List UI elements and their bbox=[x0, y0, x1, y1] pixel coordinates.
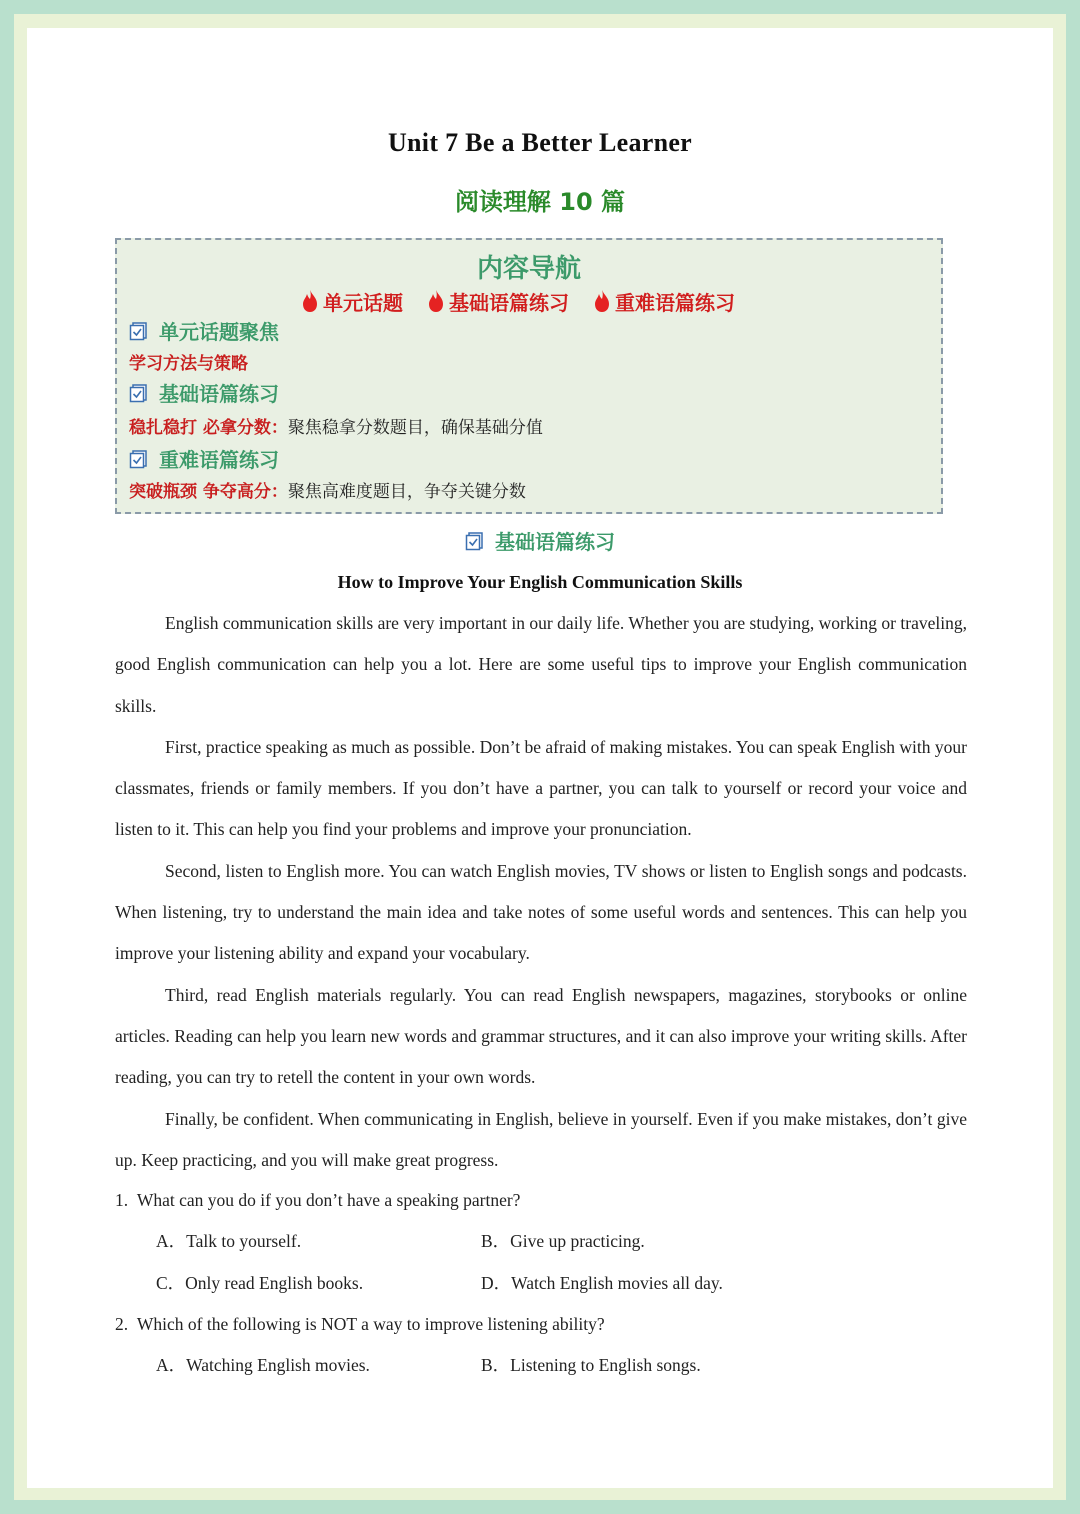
document-check-icon bbox=[129, 321, 149, 341]
passage-body bbox=[115, 603, 967, 1181]
passage-paragraph: Finally, be confident. When communicating in English, believe in yourself. Even if you make mistakes, don’t give up. Keep practicing, and you will make great progress. bbox=[115, 1108, 967, 1170]
nav-link-label: 重难语篇练习 bbox=[615, 290, 735, 315]
nav-link-unit-topic[interactable] bbox=[301, 287, 403, 316]
question-stem bbox=[115, 1180, 967, 1221]
nav-section-label: 突破瓶颈 争夺高分： bbox=[129, 482, 288, 502]
nav-title: 内容导航 bbox=[476, 254, 581, 284]
answer-option[interactable]: C．Only read English books. bbox=[156, 1272, 364, 1293]
nav-section-label-row bbox=[129, 413, 543, 438]
nav-link-label: 基础语篇练习 bbox=[449, 290, 569, 315]
page-subtitle: 阅读理解 10 篇 bbox=[454, 188, 626, 216]
page-title: Unit 7 Be a Better Learner bbox=[387, 128, 693, 157]
nav-link-advanced-practice[interactable] bbox=[593, 287, 735, 316]
document-check-icon bbox=[465, 531, 485, 551]
question-text: Which of the following is NOT a way to improve listening ability? bbox=[136, 1313, 605, 1334]
question-number: 1. bbox=[115, 1190, 129, 1210]
section-heading-basic-practice bbox=[27, 526, 1053, 555]
flame-icon bbox=[593, 289, 611, 313]
passage-paragraph: Third, read English materials regularly. You can read English newspapers, magazines, storybooks or online articles. Reading can help you learn new words and grammar structures, and it can also improve your writing skills. After reading, you can try to retell the content in your own words. bbox=[115, 984, 967, 1088]
document-check-icon bbox=[129, 383, 149, 403]
options-row bbox=[115, 1221, 967, 1262]
nav-link-basic-practice[interactable] bbox=[427, 287, 569, 316]
nav-section-label: 学习方法与策略 bbox=[129, 354, 248, 374]
passage-title: How to Improve Your English Communication Skills bbox=[337, 572, 743, 592]
worksheet-page bbox=[27, 28, 1053, 1488]
passage-paragraph: First, practice speaking as much as possible. Don’t be afraid of making mistakes. You can speak English with your classmates, friends or family members. If you don’t have a partner, you can talk to yourself or record your voice and listen to it. This can help you find your problems and improve your pronunciation. bbox=[115, 736, 967, 840]
answer-option[interactable]: A．Talk to yourself. bbox=[156, 1231, 302, 1252]
nav-section-label-row bbox=[129, 477, 526, 502]
nav-section-heading: 重难语篇练习 bbox=[159, 448, 279, 472]
section-heading-label: 基础语篇练习 bbox=[495, 530, 615, 554]
content-navigation-box bbox=[115, 238, 943, 514]
passage-paragraph: Second, listen to English more. You can watch English movies, TV shows or listen to English songs and podcasts. When listening, try to understand the main idea and take notes of some useful words and sentences. This can help you improve your listening ability and expand your vocabulary. bbox=[115, 860, 967, 964]
question-stem bbox=[115, 1304, 967, 1345]
passage-paragraph: English communication skills are very important in our daily life. Whether you are studying, working or traveling, good English communication can help you a lot. Here are some useful tips to improve your English communication skills. bbox=[115, 613, 967, 716]
questions-list bbox=[115, 1180, 967, 1386]
nav-section-heading-topic bbox=[129, 316, 279, 345]
answer-option[interactable]: A．Watching English movies. bbox=[156, 1355, 370, 1376]
nav-links bbox=[301, 286, 759, 316]
question-text: What can you do if you don’t have a speaking partner? bbox=[136, 1190, 521, 1210]
nav-section-heading: 单元话题聚焦 bbox=[159, 320, 279, 344]
answer-option[interactable]: B．Listening to English songs. bbox=[481, 1355, 701, 1376]
flame-icon bbox=[301, 289, 319, 313]
nav-section-heading-basic bbox=[129, 378, 279, 407]
nav-section-description: 聚焦稳拿分数题目，确保基础分值 bbox=[287, 418, 543, 438]
nav-section-label-row bbox=[129, 349, 248, 374]
nav-section-heading: 基础语篇练习 bbox=[159, 382, 279, 406]
nav-section-heading-advanced bbox=[129, 444, 279, 473]
options-row bbox=[115, 1263, 967, 1304]
answer-option[interactable]: D．Watch English movies all day. bbox=[481, 1272, 723, 1293]
document-check-icon bbox=[129, 449, 149, 469]
options-row bbox=[115, 1345, 967, 1386]
nav-link-label: 单元话题 bbox=[323, 290, 403, 315]
nav-section-label: 稳扎稳打 必拿分数： bbox=[129, 418, 288, 438]
nav-section-description: 聚焦高难度题目，争夺关键分数 bbox=[287, 482, 526, 502]
flame-icon bbox=[427, 289, 445, 313]
answer-option[interactable]: B．Give up practicing. bbox=[481, 1231, 645, 1252]
question-number: 2. bbox=[115, 1313, 129, 1334]
